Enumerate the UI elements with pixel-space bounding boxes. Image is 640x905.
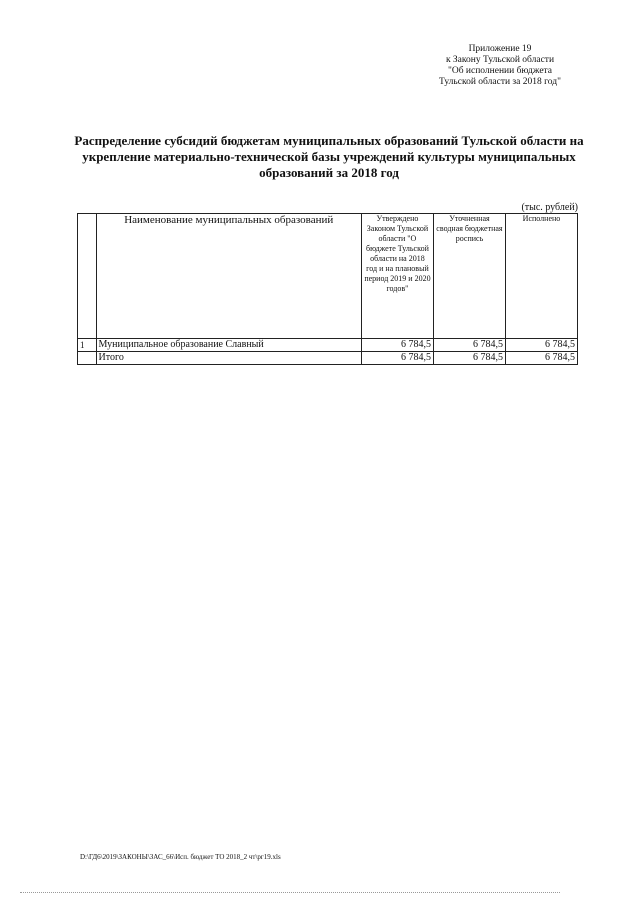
row-name: Итого <box>96 352 361 365</box>
document-title <box>70 133 588 181</box>
appendix-line: "Об исполнении бюджета <box>447 66 553 76</box>
row-name: Муниципальное образование Славный <box>96 339 361 352</box>
row-refined: 6 784,5 <box>433 352 505 365</box>
appendix-line: к Закону Тульской области <box>445 55 555 65</box>
row-executed: 6 784,5 <box>505 352 577 365</box>
row-number: 1 <box>78 339 97 352</box>
row-number <box>78 352 97 365</box>
row-refined: 6 784,5 <box>433 339 505 352</box>
title-line: укрепление материально-технической базы учреждений культуры муниципальных <box>82 149 576 164</box>
page-edge-divider <box>20 892 560 893</box>
appendix-reference <box>380 44 620 88</box>
header-approved: Утверждено Законом Тульской области "О бюджете Тульской области на 2018 год и на плановый период 2019 и 2020 годов" <box>361 214 433 339</box>
table-total-row <box>78 352 578 365</box>
row-executed: 6 784,5 <box>505 339 577 352</box>
header-refined: Уточненная сводная бюджетная роспись <box>433 214 505 339</box>
row-approved: 6 784,5 <box>361 352 433 365</box>
title-line: Распределение субсидий бюджетам муниципальных образований Тульской области на <box>74 133 584 148</box>
header-executed: Исполнено <box>505 214 577 339</box>
header-name: Наименование муниципальных образований <box>96 214 361 339</box>
header-number <box>78 214 97 339</box>
appendix-line: Тульской области за 2018 год" <box>439 77 561 87</box>
row-approved: 6 784,5 <box>361 339 433 352</box>
title-line: образований за 2018 год <box>259 165 399 180</box>
appendix-line: Приложение 19 <box>468 44 532 54</box>
table-header-row <box>78 214 578 339</box>
units-label: (тыс. рублей) <box>521 202 578 213</box>
file-path-footer: D:\ГД6\2019\ЗАКОНЫ\ЗАС_66\Исп. бюджет ТО 2018_2 чт\рг19.xls <box>80 853 281 861</box>
subsidy-table <box>77 213 578 365</box>
table-row <box>78 339 578 352</box>
